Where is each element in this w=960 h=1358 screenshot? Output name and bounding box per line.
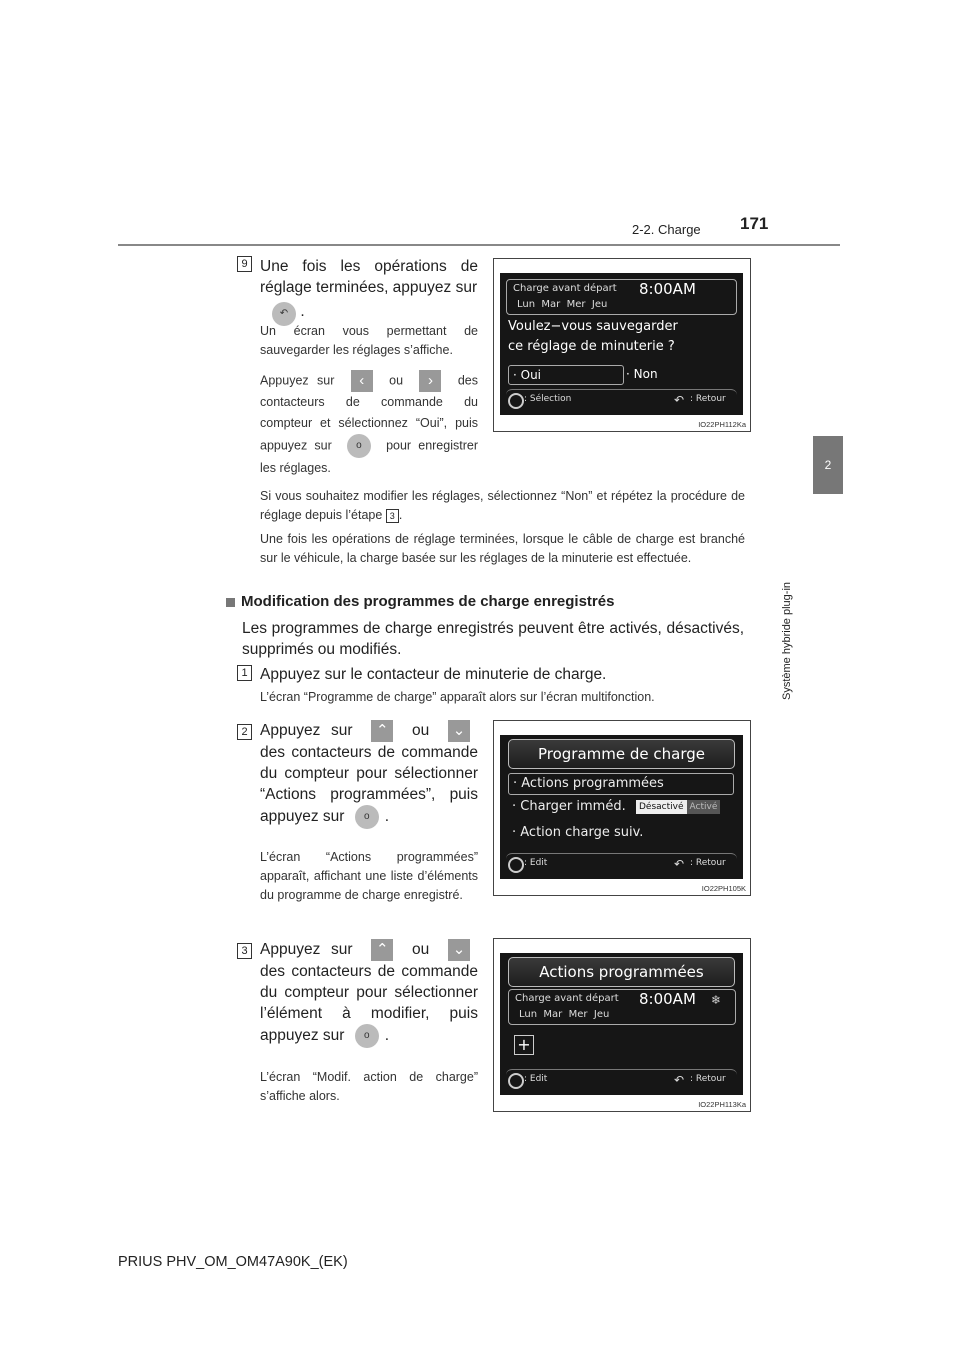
- step1-text: Appuyez sur le contacteur de minuterie de charge.: [260, 666, 607, 683]
- screen-title: Actions programmées: [508, 957, 735, 987]
- down-arrow-icon: ⌄: [448, 939, 470, 961]
- step9-note2-d: pour enregistrer les réglages.: [260, 438, 478, 475]
- step2-note: L’écran “Actions programmées” apparaît, affichant une liste d’éléments du programme de charge enregistré.: [260, 850, 478, 902]
- step9-note4: Une fois les opérations de réglage terminées, lorsque le câble de charge est branché sur le véhicule, la charge basée sur les réglages de la minuterie est effectuée.: [260, 532, 745, 565]
- timer-time: 8:00AM: [639, 280, 696, 298]
- page-number: 171: [740, 214, 769, 233]
- left-arrow-icon: ‹: [351, 370, 373, 392]
- step9-note2-a: Appuyez sur: [260, 373, 335, 388]
- item-time: 8:00AM: [639, 990, 696, 1008]
- charge-now-toggle[interactable]: [636, 800, 720, 814]
- figure-code: IO22PH113Ka: [698, 1100, 746, 1109]
- step9-line1-end: .: [300, 303, 305, 321]
- step3-text: [260, 939, 478, 1048]
- square-bullet-icon: [226, 598, 235, 607]
- step3-note: L’écran “Modif. action de charge” s’affiche alors.: [260, 1070, 478, 1103]
- menu-next-charge-action[interactable]: · Action charge suiv.: [512, 825, 644, 840]
- timer-days: Lun Mar Mer Jeu: [517, 299, 608, 310]
- screen-footer: [506, 853, 737, 874]
- step-badge-9: 9: [237, 256, 252, 272]
- return-icon: ↶: [674, 857, 685, 871]
- dial-icon: [508, 1073, 524, 1089]
- dial-icon: [508, 857, 524, 873]
- scheduled-item[interactable]: [508, 989, 736, 1025]
- footer-return: : Retour: [690, 1074, 726, 1084]
- item-days: Lun Mar Mer Jeu: [519, 1009, 610, 1020]
- step2-text-b: ou: [412, 722, 430, 740]
- screen-footer: [506, 1069, 737, 1090]
- document-footer: PRIUS PHV_OM_OM47A90K_(EK): [118, 1254, 348, 1270]
- step9-note3: [260, 487, 745, 525]
- step-badge-3: 3: [237, 943, 252, 959]
- toggle-off: Désactivé: [636, 800, 687, 814]
- ok-button-icon: o: [347, 434, 371, 458]
- step9-note2-c: des contacteurs de commande du compteur et sélectionnez “Oui”, puis appuyez sur: [260, 373, 479, 453]
- section-intro: Les programmes de charge enregistrés peuvent être activés, désactivés, supprimés ou modifiés.: [242, 620, 744, 658]
- return-icon: ↶: [674, 393, 685, 407]
- screen-footer: [506, 389, 737, 410]
- step3-text-a: Appuyez sur: [260, 941, 353, 959]
- chapter-tab: 2: [813, 436, 843, 494]
- step-badge-1: 1: [237, 665, 252, 681]
- step9-note2-b: ou: [389, 373, 404, 388]
- menu-scheduled-actions[interactable]: · Actions programmées: [508, 773, 734, 795]
- up-arrow-icon: ⌃: [371, 939, 393, 961]
- item-label: Charge avant départ: [515, 993, 619, 1004]
- figure-code: IO22PH105K: [701, 884, 746, 893]
- step2-text-a: Appuyez sur: [260, 722, 353, 740]
- step2-text-d: .: [384, 808, 390, 826]
- menu-charge-now[interactable]: · Charger imméd.: [512, 799, 626, 814]
- add-item-button[interactable]: +: [514, 1035, 534, 1055]
- toggle-on: Activé: [687, 800, 721, 814]
- step9-note3-a: Si vous souhaitez modifier les réglages, sélectionnez “Non” et répétez la procédure de réglage depuis l’étape: [260, 489, 745, 522]
- question-line2: ce réglage de minuterie ?: [508, 339, 675, 354]
- dial-icon: [508, 393, 524, 409]
- option-no[interactable]: · Non: [626, 367, 658, 381]
- back-button-icon: ↶: [272, 302, 296, 326]
- footer-return: : Retour: [690, 858, 726, 868]
- ok-button-icon: o: [355, 1024, 379, 1048]
- up-arrow-icon: ⌃: [371, 720, 393, 742]
- step1-note: L’écran “Programme de charge” apparaît alors sur l’écran multifonction.: [260, 690, 655, 704]
- right-arrow-icon: ›: [419, 370, 441, 392]
- return-icon: ↶: [674, 1073, 685, 1087]
- step2-text: [260, 720, 478, 829]
- footer-return: : Retour: [690, 394, 726, 404]
- timer-label: Charge avant départ: [513, 283, 617, 294]
- ok-button-icon: o: [355, 805, 379, 829]
- step-ref-badge-3: 3: [386, 509, 399, 523]
- down-arrow-icon: ⌄: [448, 720, 470, 742]
- step9-note1: Un écran vous permettant de sauvegarder les réglages s’affiche.: [260, 324, 478, 357]
- step9-text: [260, 256, 478, 326]
- screen-charge-program: [500, 735, 743, 879]
- screen-title: Programme de charge: [508, 739, 735, 769]
- option-yes[interactable]: · Oui: [508, 365, 624, 385]
- section-heading: [226, 593, 614, 610]
- section-heading-text: Modification des programmes de charge enregistrés: [241, 593, 615, 610]
- timer-box: [506, 279, 737, 315]
- step-badge-2: 2: [237, 724, 252, 740]
- figure-charge-program: [493, 720, 751, 896]
- figure-save-prompt: [493, 258, 751, 432]
- footer-edit: : Edit: [524, 858, 548, 868]
- chapter-title: Système hybride plug-in: [781, 581, 793, 700]
- step9-note3-b: .: [398, 508, 403, 522]
- screen-save-prompt: [500, 273, 743, 415]
- step3-text-d: .: [384, 1027, 390, 1045]
- step3-text-c: des contacteurs de commande du compteur pour sélectionner l’élément à modifier, puis appuyez sur: [260, 963, 478, 1045]
- step9-note2: [260, 370, 478, 479]
- section-title: 2-2. Charge: [632, 222, 701, 237]
- step3-text-b: ou: [412, 941, 430, 959]
- step9-line1: Une fois les opérations de réglage terminées, appuyez sur: [260, 258, 478, 296]
- screen-scheduled-actions: [500, 953, 743, 1095]
- step2-text-c: des contacteurs de commande du compteur pour sélectionner “Actions programmées”, puis appuyez sur: [260, 744, 478, 826]
- figure-code: IO22PH112Ka: [698, 420, 746, 429]
- figure-scheduled-actions: [493, 938, 751, 1112]
- header-rule: [118, 244, 840, 246]
- climate-fan-icon: ❄: [711, 993, 722, 1007]
- footer-select: : Sélection: [524, 394, 572, 404]
- footer-edit: : Edit: [524, 1074, 548, 1084]
- question-line1: Voulez−vous sauvegarder: [508, 319, 678, 334]
